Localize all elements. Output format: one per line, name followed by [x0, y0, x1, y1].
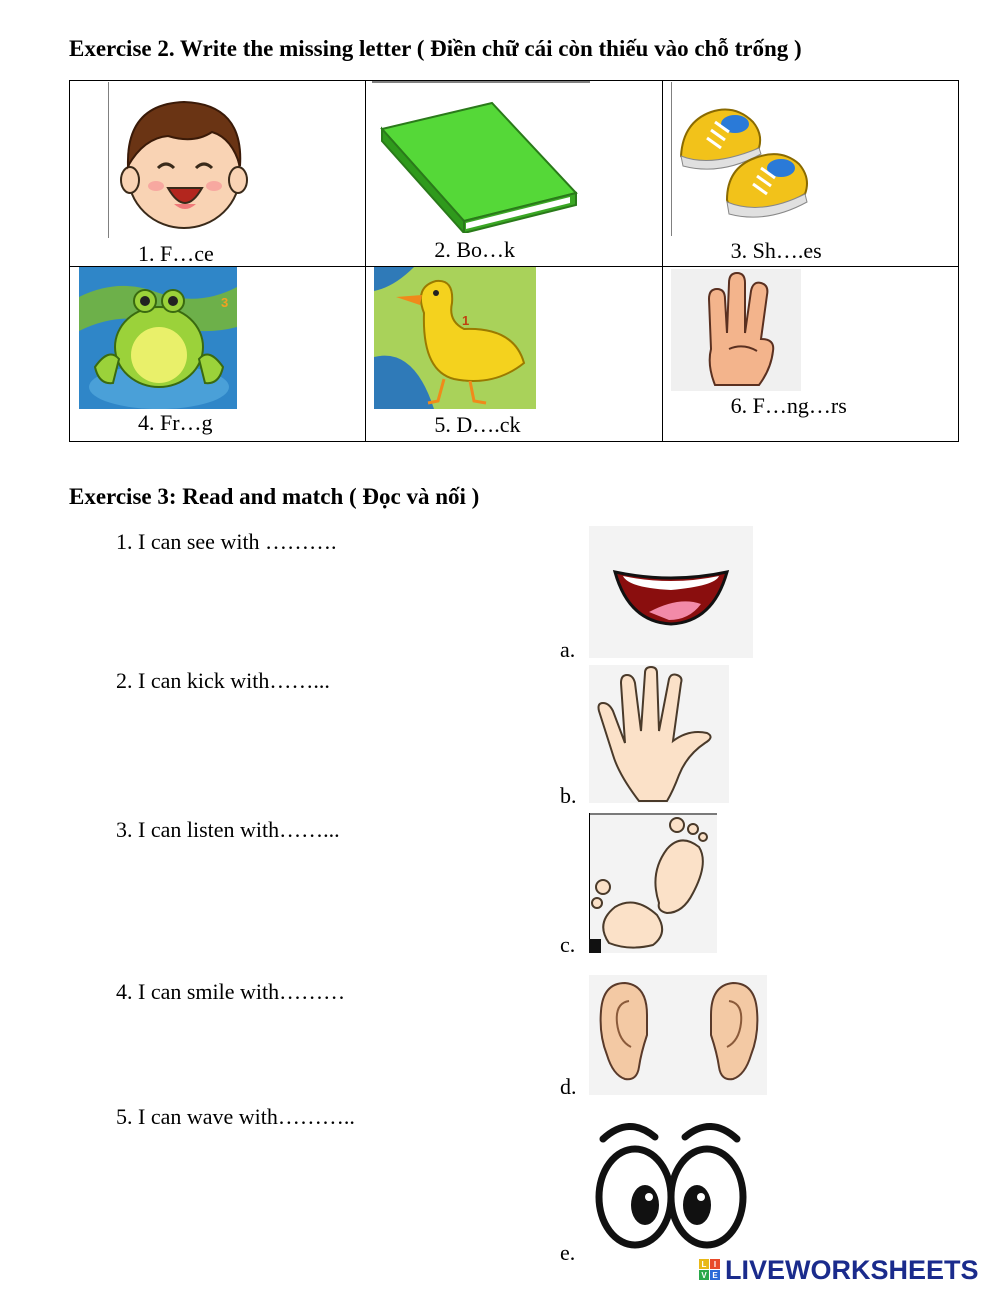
question-5: 5. I can wave with………..: [116, 1104, 355, 1129]
exercise2-label-5: 5. D….ck: [434, 412, 521, 437]
exercise2-cell-6: [662, 267, 958, 442]
boy-face-icon: [108, 82, 256, 238]
exercise2-label-6: 6. F…ng…rs: [730, 393, 847, 418]
exercise2-label-1: 1. F…ce: [138, 241, 214, 266]
exercise2-label-4: 4. Fr…g: [138, 410, 213, 435]
exercise2-cell-3: [662, 81, 958, 267]
exercise3-title: Exercise 3: Read and match ( Đọc và nối ): [69, 484, 480, 509]
option-letter-d: d.: [560, 1074, 577, 1099]
ears-icon: [589, 975, 767, 1095]
question-4: 4. I can smile with………: [116, 979, 346, 1004]
duck-icon: [374, 267, 536, 409]
exercise2-title: Exercise 2. Write the missing letter ( Điền chữ cái còn thiếu vào chỗ trống ): [69, 36, 802, 61]
exercise2-cell-1: [70, 81, 366, 267]
option-letter-b: b.: [560, 783, 577, 808]
logo-letter-i: I: [713, 1260, 717, 1269]
book-icon: [372, 81, 590, 233]
exercise2-label-2: 2. Bo…k: [434, 237, 516, 262]
eyes-icon: [589, 1097, 753, 1259]
exercise2-cell-4: [70, 267, 366, 442]
option-letter-e: e.: [560, 1240, 576, 1265]
shoes-icon: [671, 82, 823, 236]
logo-letter-v: V: [701, 1271, 707, 1280]
svg-text:3: 3: [221, 295, 229, 310]
option-letter-a: a.: [560, 637, 576, 662]
frog-icon: [79, 267, 237, 409]
exercise2-cell-2: [366, 81, 662, 267]
fingers-icon: [671, 269, 801, 391]
exercise2-table: [69, 80, 959, 442]
liveworksheets-logo-icon: [699, 1259, 721, 1281]
logo-letter-e: E: [712, 1271, 718, 1280]
logo-letter-l: L: [701, 1260, 707, 1269]
question-1: 1. I can see with ……….: [116, 529, 337, 554]
hand-icon: [589, 665, 729, 803]
option-letter-c: c.: [560, 932, 576, 957]
svg-text:1: 1: [462, 313, 470, 328]
question-3: 3. I can listen with……...: [116, 817, 340, 842]
exercise2-cell-5: [366, 267, 662, 442]
mouth-icon: [589, 526, 753, 658]
exercise2-label-3: 3. Sh….es: [730, 238, 822, 263]
question-2: 2. I can kick with……...: [116, 668, 330, 693]
feet-icon: [589, 813, 717, 953]
liveworksheets-brand[interactable]: LIVEWORKSHEETS: [725, 1255, 979, 1285]
